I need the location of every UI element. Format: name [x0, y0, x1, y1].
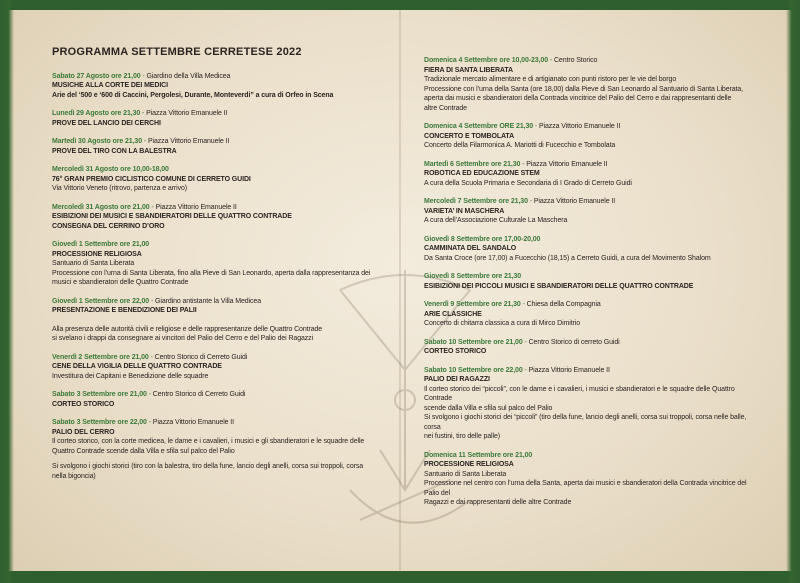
- event-place: Centro Storico di cerreto Guidi: [528, 338, 620, 346]
- event-description-line: Santuario di Santa Liberata: [52, 260, 135, 267]
- left-border: [0, 0, 14, 583]
- event-date: Giovedì 8 Settembre ore 17,00-20,00: [424, 235, 541, 243]
- event-header: [424, 235, 754, 245]
- event-title: ROBOTICA ED EDUCAZIONE STEM: [424, 170, 540, 177]
- event-description-line: A cura della Scuola Primaria e Secondaria di I Grado di Cerreto Guidi: [424, 179, 632, 187]
- event-separator: -: [140, 110, 147, 117]
- event-place: Chiesa della Compagnia: [526, 301, 601, 308]
- event-item: [52, 418, 382, 481]
- event-date: Venerdì 2 Settembre ore 21,00: [52, 353, 149, 361]
- event-item: [424, 338, 754, 357]
- event-header: [424, 300, 754, 310]
- event-header: [52, 72, 382, 82]
- event-description-line: Via Vittorio Veneto (ritrovo, partenza e arrivo): [52, 185, 188, 192]
- event-description-line: aperta dai musici e sbandieratori della Contrada vincitrice del Palio del Cerro e dai rappresentanti delle: [424, 95, 732, 102]
- event-description-line: CONSEGNA DEL CERRINO D’ORO: [52, 222, 165, 230]
- event-description-line: nella bigoncia): [52, 472, 96, 480]
- event-item: [424, 235, 754, 264]
- event-item: [424, 300, 754, 329]
- event-header: [424, 366, 754, 376]
- event-date: Lunedì 29 Agosto ore 21,30: [52, 110, 141, 117]
- event-item: [52, 297, 382, 316]
- event-separator: -: [527, 198, 534, 205]
- event-place: Piazza Vittorio Emanuele II: [533, 198, 616, 205]
- event-header: [424, 272, 754, 282]
- event-place: Centro Storico di Cerreto Guidi: [152, 391, 246, 398]
- event-place: Centro Storico: [553, 57, 598, 64]
- event-separator: -: [149, 297, 156, 305]
- event-item: [52, 137, 382, 156]
- event-date: Venerdì 9 Settembre ore 21,30: [424, 301, 521, 308]
- event-item: [52, 109, 382, 128]
- event-title: CORTEO STORICO: [424, 348, 487, 355]
- event-item: [52, 353, 382, 382]
- event-date: Sabato 10 Settembre ore 21,00: [424, 338, 523, 346]
- event-item: [424, 451, 754, 508]
- event-header: [52, 109, 382, 119]
- event-description-line: Quattro Contrade scende dalla Villa e sfila sul palco del Palio: [52, 447, 235, 455]
- event-item: [52, 240, 382, 288]
- event-header: [52, 390, 382, 400]
- event-date: Mercoledì 31 Agosto ore 10,00-18,00: [52, 166, 169, 173]
- event-title: ARIE CLASSICHE: [424, 310, 482, 318]
- event-description-line: Santuario di Santa Liberata: [424, 470, 507, 478]
- event-description-line: Si svolgono i giochi storici (tiro con la balestra, tiro della fune, lancio degli anelli, corsa sui troppoli, corsa: [52, 463, 364, 470]
- event-date: Sabato 27 Agosto ore 21,00: [52, 72, 141, 80]
- right-border: [786, 0, 800, 583]
- event-item: [424, 122, 754, 151]
- event-separator: -: [140, 72, 147, 80]
- event-item: [424, 160, 754, 189]
- event-item: [424, 272, 754, 291]
- event-item: [52, 203, 382, 232]
- event-date: Sabato 10 Settembre ore 22,00: [424, 366, 523, 374]
- event-header: [52, 203, 382, 213]
- event-place: Centro Storico di Cerreto Guidi: [154, 353, 248, 361]
- event-date: Mercoledì 7 Settembre ore 21,30: [424, 198, 528, 205]
- event-date: Domenica 4 Settembre ORE 21,30: [424, 123, 534, 130]
- event-description-line: Arie del ‘500 e ‘600 di Caccini, Pergolesi, Durante, Monteverdi” a cura di Orfeo in Scena: [52, 91, 334, 99]
- event-description-line: altre Contrade: [424, 104, 467, 112]
- event-title: PRESENTAZIONE E BENEDIZIONE DEI PALII: [52, 307, 197, 314]
- event-place: Piazza Vittorio Emanuele II: [538, 123, 621, 130]
- event-place: Giardino antistante la Villa Medicea: [155, 297, 262, 305]
- event-separator: -: [520, 301, 527, 308]
- event-date: Martedì 6 Settembre ore 21,30: [424, 160, 521, 168]
- event-description-line: Investitura dei Capitani e Benedizione delle squadre: [52, 372, 209, 380]
- event-description-line: Il corteo storico dei “piccoli”, con le dame e i cavalieri, i musici e sbandieratori e le squadre delle Quattro Contrade: [424, 385, 735, 402]
- event-place: Piazza Vittorio Emanuele II: [146, 110, 228, 117]
- event-title: CORTEO STORICO: [52, 400, 115, 408]
- event-header: [52, 240, 382, 250]
- event-title: MUSICHE ALLA CORTE DEI MEDICI: [52, 82, 168, 89]
- event-date: Giovedì 1 Settembre ore 22,00: [52, 297, 150, 305]
- event-title: ESIBIZIONI DEI MUSICI E SBANDIERATORI DELLE QUATTRO CONTRADE: [52, 213, 292, 220]
- event-date: Giovedì 1 Settembre ore 21,00: [52, 241, 150, 248]
- right-column: [424, 56, 754, 517]
- event-description-line: nei fustini, tiro delle palle): [424, 433, 500, 440]
- event-title: PROVE DEL TIRO CON LA BALESTRA: [52, 147, 177, 155]
- event-title: CENE DELLA VIGILIA DELLE QUATTRO CONTRADE: [52, 363, 222, 370]
- event-header: [424, 160, 754, 170]
- event-description-line: Processione nel centro con l’urna della Santa, aperta dai musici e sbandieratori della Contrada vincitrice del Palio del: [424, 480, 747, 497]
- event-date: Mercoledì 31 Agosto ore 21,00: [52, 203, 150, 211]
- event-separator: -: [520, 160, 527, 168]
- event-header: [52, 137, 382, 147]
- event-header: [424, 338, 754, 348]
- event-separator: -: [146, 419, 153, 426]
- event-separator: -: [149, 203, 156, 211]
- event-title: PROCESSIONE RELIGIOSA: [424, 461, 514, 468]
- event-title: ESIBIZIONI DEI PICCOLI MUSICI E SBANDIERATORI DELLE QUATTRO CONTRADE: [424, 282, 694, 290]
- event-item: [424, 366, 754, 442]
- document-title: PROGRAMMA SETTEMBRE CERRETESE 2022: [52, 46, 302, 58]
- event-place: Piazza Vittorio Emanuele II: [147, 138, 230, 145]
- event-description-line: musici e sbandieratori delle Quattro Contrade: [52, 279, 189, 286]
- event-item: [52, 72, 382, 101]
- event-title: 76° GRAN PREMIO CICLISTICO COMUNE DI CERRETO GUIDI: [52, 175, 251, 183]
- event-title: FIERA DI SANTA LIBERATA: [424, 66, 513, 74]
- event-separator: -: [533, 123, 539, 130]
- event-description-line: Ragazzi e dai rappresentanti delle altre Contrade: [424, 499, 572, 506]
- event-description-line: Tradizionale mercato alimentare e di artigianato con punti ristoro per le vie del borgo: [424, 76, 677, 83]
- event-title: PALIO DEL CERRO: [52, 428, 115, 436]
- event-separator: -: [142, 138, 148, 145]
- event-description-line: Concerto di chitarra classica a cura di Mirco Dimitrio: [424, 320, 581, 327]
- event-description-line: Concerto della Filarmonica A. Mariotti di Fucecchio e Tombolata: [424, 142, 616, 149]
- event-title: CONCERTO E TOMBOLATA: [424, 132, 515, 140]
- event-header: [424, 451, 754, 461]
- event-date: Martedì 30 Agosto ore 21,30: [52, 138, 143, 145]
- event-separator: -: [548, 57, 554, 64]
- event-header: [52, 165, 382, 175]
- event-title: CAMMINATA DEL SANDALO: [424, 245, 517, 252]
- event-item: [424, 56, 754, 113]
- event-separator: -: [146, 391, 153, 398]
- event-date: Domenica 11 Settembre ore 21,00: [424, 451, 533, 459]
- event-place: Giardino della Villa Medicea: [146, 72, 231, 80]
- event-date: Domenica 4 Settembre ore 10,00-23,00: [424, 57, 549, 64]
- event-title: PALIO DEI RAGAZZI: [424, 376, 490, 383]
- event-header: [52, 297, 382, 307]
- event-header: [424, 56, 754, 66]
- event-date: Sabato 3 Settembre ore 22,00: [52, 419, 147, 426]
- event-description-line: A cura dell’Associazione Culturale La Maschera: [424, 217, 568, 224]
- event-description-line: scende dalla Villa e sfila sul palco del Palio: [424, 404, 553, 412]
- event-item: [424, 197, 754, 226]
- left-column: [52, 48, 382, 490]
- event-separator: -: [148, 353, 155, 361]
- event-separator: -: [522, 338, 529, 346]
- event-place: Piazza Vittorio Emanuele II: [155, 203, 237, 211]
- event-item: [52, 165, 382, 194]
- event-description-line: Il corteo storico, con la corte medicea, le dame e i cavalieri, i musici e gli sbandieratori e le squadre delle: [52, 438, 365, 445]
- event-item: [52, 325, 382, 344]
- event-date: Sabato 3 Settembre ore 21,00: [52, 391, 147, 398]
- event-description-line: Si svolgono i giochi storici dei “piccoli” (tiro della fune, lancio degli anelli, corsa sui troppoli, corsa nelle balle, corsa: [424, 414, 747, 431]
- event-place: Piazza Vittorio Emanuele II: [526, 160, 608, 168]
- event-title: PROCESSIONE RELIGIOSA: [52, 250, 142, 258]
- event-description-line: Processione con l’urna di Santa Liberata, fino alla Pieve di San Leonardo, aperta dalla rappresentanza dei: [52, 269, 371, 277]
- event-separator: -: [522, 366, 529, 374]
- event-description-line: si svelano i drappi da consegnare ai vincitori del Palio del Cerro e del Palio dei Ragazzi: [52, 335, 314, 342]
- event-title: VARIETA’ IN MASCHERA: [424, 207, 505, 215]
- bottom-border: [0, 571, 800, 583]
- event-header: [424, 122, 754, 132]
- event-place: Piazza Vittorio Emanuele II: [528, 366, 610, 374]
- top-border: [0, 0, 800, 10]
- event-header: [52, 353, 382, 363]
- event-date: Giovedì 8 Settembre ore 21,30: [424, 273, 522, 280]
- event-place: Piazza Vittorio Emanuele II: [152, 419, 234, 426]
- event-description-line: Processione con l’urna della Santa (ore 18,00) dalla Pieve di San Leonardo al Santuario di Santa Liberata,: [424, 85, 744, 93]
- event-header: [424, 197, 754, 207]
- event-description-line: Da Santa Croce (ore 17,00) a Fucecchio (18,15) a Cerreto Guidi, a cura del Movimento Shalom: [424, 254, 711, 262]
- event-item: [52, 390, 382, 409]
- event-header: [52, 418, 382, 428]
- event-title: PROVE DEL LANCIO DEI CERCHI: [52, 119, 161, 127]
- event-description-line: Alla presenza delle autorità civili e religiose e delle rappresentanze delle Quattro Contrade: [52, 325, 323, 333]
